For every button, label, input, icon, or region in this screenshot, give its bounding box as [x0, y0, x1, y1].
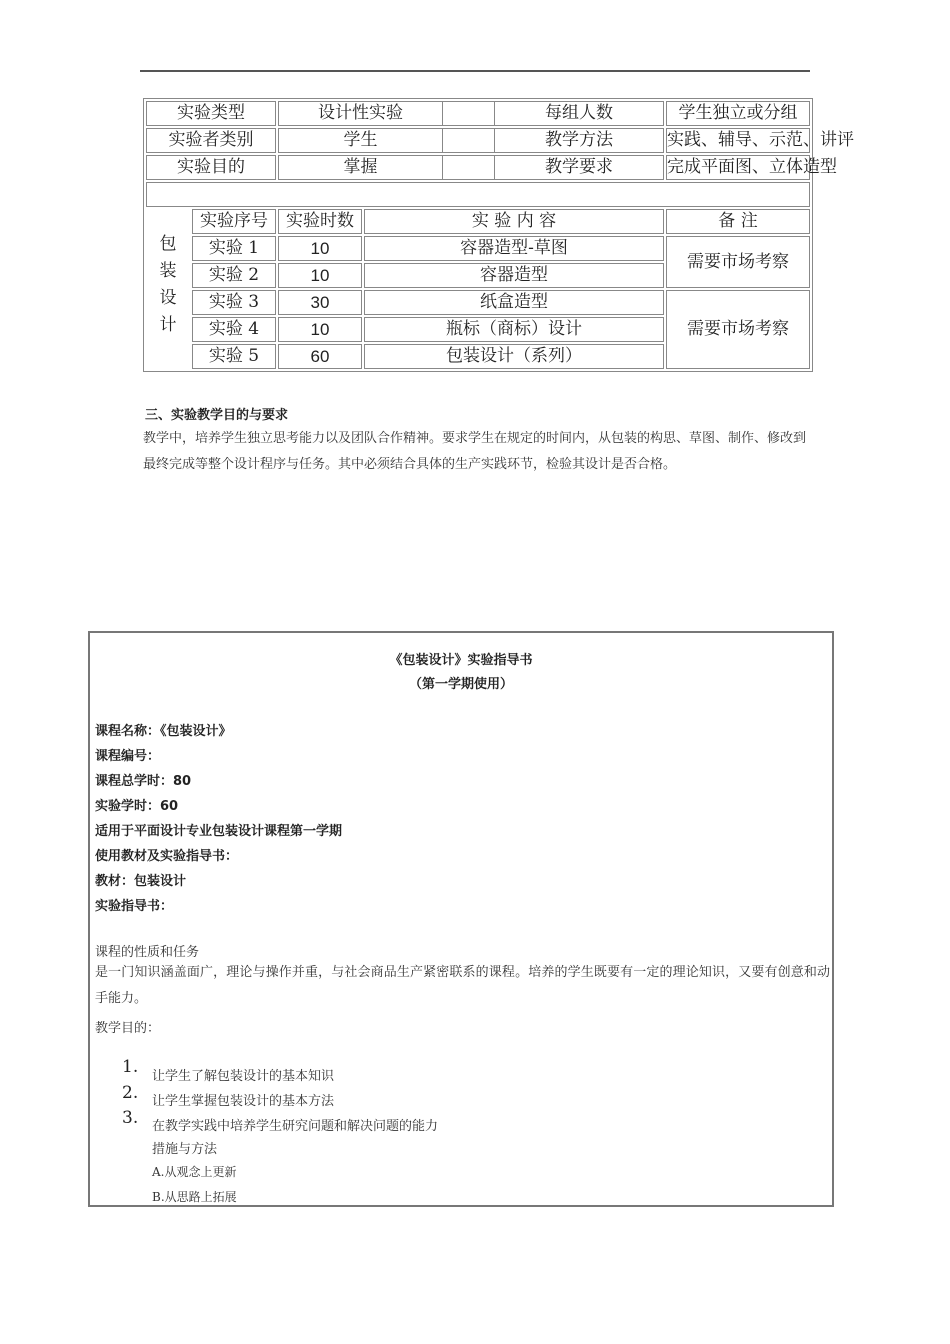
table-cell: 实验 4	[192, 317, 276, 342]
column-header: 备 注	[666, 209, 810, 234]
column-header: 实 验 内 容	[364, 209, 664, 234]
table-cell: 学生	[279, 129, 443, 152]
materials: 使用教材及实验指导书：	[95, 849, 239, 864]
goal-title: 教学目的：	[95, 1021, 161, 1036]
section-paragraph: 教学中，培养学生独立思考能力以及团队合作精神。要求学生在规定的时间内，从包装的构思、草图、制作、修改到最终完成等整个设计程序与任务。其中必须结合具体的生产实践环节，检验其设计是否合格。	[143, 431, 807, 472]
goal-number: 3.	[122, 1108, 139, 1128]
goal-number: 2.	[122, 1083, 139, 1103]
lab-hours: 实验学时：60	[95, 799, 179, 814]
table-row	[146, 155, 810, 180]
goal-item: 让学生了解包装设计的基本知识	[152, 1069, 335, 1084]
experiment-table	[143, 98, 854, 372]
table-cell: 容器造型-草图	[364, 236, 664, 261]
table-row	[146, 128, 810, 153]
table-cell: 学生独立或分组	[666, 101, 810, 126]
goal-number: 1.	[122, 1057, 139, 1077]
applies-to: 适用于平面设计专业包装设计课程第一学期	[95, 824, 343, 839]
course-code: 课程编号：	[95, 749, 161, 764]
table-cell: 瓶标（商标）设计	[364, 317, 664, 342]
table-cell: 每组人数	[545, 103, 613, 123]
goal-item: 让学生掌握包装设计的基本方法	[152, 1094, 335, 1109]
table-cell: 完成平面图、立体造型	[666, 155, 810, 180]
blank-row	[146, 182, 810, 207]
table-cell: 掌握	[279, 156, 443, 179]
table-cell: 10	[278, 317, 362, 342]
table-cell: 实验 3	[192, 290, 276, 315]
table-cell: 实验 1	[192, 236, 276, 261]
goal-item: 在教学实践中培养学生研究问题和解决问题的能力	[152, 1119, 439, 1134]
total-hours: 课程总学时：80	[95, 774, 192, 789]
table-cell: 10	[278, 263, 362, 288]
table-cell: 设计性实验	[279, 102, 443, 125]
table-row	[146, 101, 810, 126]
table-cell: 60	[278, 344, 362, 369]
nature-title: 课程的性质和任务	[95, 945, 200, 960]
table-cell: 实验目的	[146, 155, 276, 180]
table-row	[146, 182, 810, 207]
guide-title: 《包装设计》实验指导书	[389, 653, 533, 668]
table-cell: 实践、辅导、示范、讲评	[666, 128, 810, 153]
method-b: B.从思路上拓展	[152, 1190, 237, 1204]
guide-subtitle: （第一学期使用）	[408, 677, 513, 692]
table-cell: 30	[278, 290, 362, 315]
table-cell: 容器造型	[364, 263, 664, 288]
table-cell: 教学要求	[545, 157, 613, 177]
table-row	[146, 236, 810, 261]
table-cell: 实验 5	[192, 344, 276, 369]
column-header: 实验序号	[192, 209, 276, 234]
table-cell: 实验类型	[146, 101, 276, 126]
table-cell: 包装设计（系列）	[364, 344, 664, 369]
note-cell: 需要市场考察	[666, 290, 810, 369]
table-header-row	[146, 209, 810, 234]
section-title: 三、实验教学目的与要求	[145, 408, 289, 423]
nature-text: 是一门知识涵盖面广，理论与操作并重，与社会商品生产紧密联系的课程。培养的学生既要有一定的理论知识，又要有创意和动手能力。	[95, 965, 830, 1006]
table-cell: 纸盒造型	[364, 290, 664, 315]
side-label: 包 装 设 计	[159, 234, 177, 335]
header-rule	[140, 70, 810, 72]
lab-guide: 实验指导书：	[95, 899, 174, 914]
table-cell: 教学方法	[545, 130, 613, 150]
table-cell: 实验 2	[192, 263, 276, 288]
guide-box	[88, 631, 834, 1207]
methods-title: 措施与方法	[152, 1142, 218, 1157]
table-cell: 10	[278, 236, 362, 261]
method-a: A.从观念上更新	[152, 1165, 237, 1179]
note-cell: 需要市场考察	[666, 236, 810, 288]
column-header: 实验时数	[278, 209, 362, 234]
table-row	[146, 290, 810, 315]
table-cell: 实验者类别	[146, 128, 276, 153]
textbook: 教材：包装设计	[95, 874, 187, 889]
course-name: 课程名称：《包装设计》	[95, 724, 232, 739]
